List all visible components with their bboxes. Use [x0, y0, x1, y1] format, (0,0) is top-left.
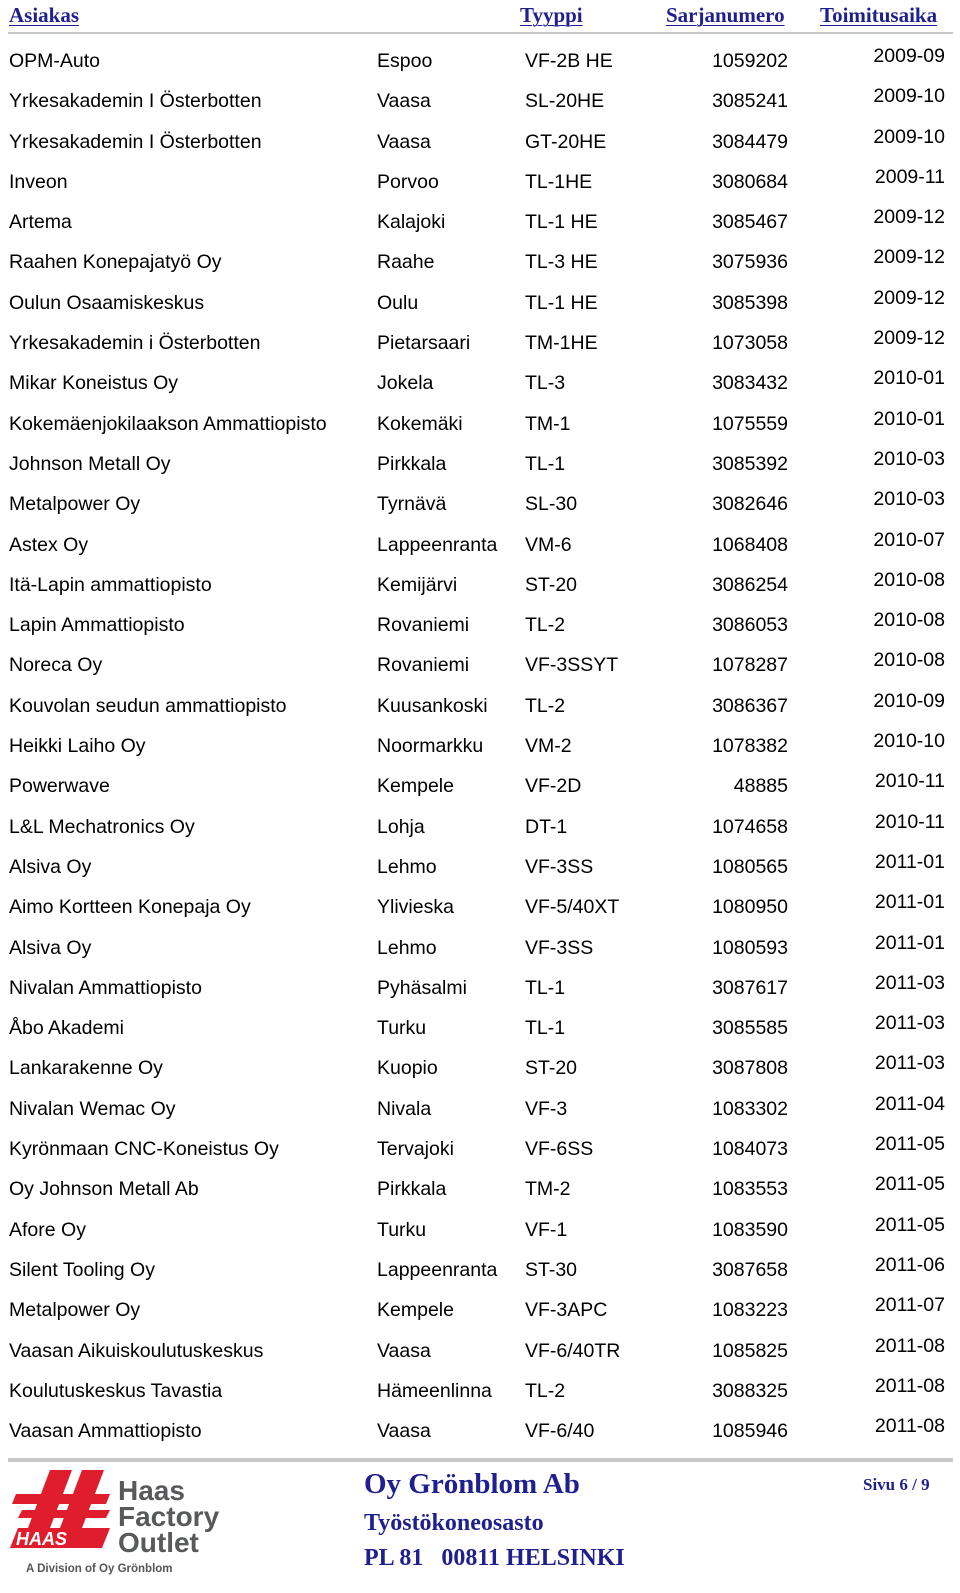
city-cell: Kemijärvi — [377, 573, 458, 596]
serial-number-cell: 48885 — [733, 775, 788, 798]
serial-number-cell: 1078287 — [712, 654, 788, 677]
table-row — [0, 1210, 960, 1250]
serial-number-cell: 3088325 — [712, 1379, 788, 1402]
table-row — [0, 645, 960, 685]
table-row — [0, 1129, 960, 1169]
delivery-date-cell: 2009-12 — [873, 246, 945, 269]
customer-name-cell: Nivalan Ammattiopisto — [9, 976, 202, 999]
delivery-date-cell: 2011-04 — [874, 1092, 945, 1115]
table-row — [0, 726, 960, 766]
customer-name-cell: L&L Mechatronics Oy — [9, 815, 195, 838]
city-cell: Noormarkku — [377, 735, 484, 758]
logo-division-text: A Division of Oy Grönblom — [26, 1563, 173, 1575]
serial-number-cell: 1083553 — [712, 1178, 788, 1201]
city-cell: Lohja — [377, 815, 425, 838]
type-cell: VF-2D — [525, 775, 582, 798]
delivery-date-cell: 2011-01 — [874, 891, 945, 914]
haas-emblem-icon — [10, 1470, 110, 1549]
delivery-date-cell: 2011-01 — [874, 931, 945, 954]
delivery-date-cell: 2011-03 — [874, 1052, 945, 1075]
footer-divider — [8, 1458, 953, 1462]
column-header-delivery: Toimitusaika — [820, 3, 938, 27]
serial-number-cell: 3082646 — [712, 493, 788, 516]
type-cell: VF-2B HE — [525, 50, 613, 72]
delivery-date-cell: 2011-01 — [874, 850, 945, 873]
delivery-date-cell: 2009-10 — [873, 85, 945, 108]
delivery-date-cell: 2009-12 — [873, 286, 945, 309]
table-row — [0, 1371, 960, 1411]
delivery-date-cell: 2010-10 — [873, 730, 945, 753]
customer-name-cell: Alsiva Oy — [9, 855, 92, 878]
customer-name-cell: Vaasan Ammattiopisto — [9, 1420, 202, 1443]
city-cell: Lehmo — [377, 855, 437, 878]
table-row — [0, 686, 960, 726]
logo-line2: Factory — [118, 1501, 220, 1532]
customer-name-cell: Metalpower Oy — [9, 493, 141, 516]
delivery-date-cell: 2010-08 — [873, 609, 945, 632]
city-cell: Pyhäsalmi — [377, 976, 467, 999]
city-cell: Kokemäki — [377, 412, 463, 435]
type-cell: VF-3 — [525, 1097, 568, 1120]
type-cell: TL-2 — [525, 614, 566, 637]
type-cell: TM-1 — [525, 412, 571, 435]
serial-number-cell: 3085585 — [712, 1017, 788, 1040]
city-cell: Ylivieska — [377, 896, 454, 919]
city-cell: Turku — [377, 1017, 427, 1040]
delivery-date-cell: 2010-11 — [874, 810, 945, 833]
type-cell: VF-3SS — [525, 855, 594, 878]
delivery-date-cell: 2010-01 — [873, 367, 945, 390]
logo-line1: Haas — [118, 1475, 185, 1506]
column-header-serial: Sarjanumero — [666, 3, 785, 27]
table-row — [0, 1250, 960, 1290]
delivery-date-cell: 2011-06 — [874, 1253, 945, 1276]
table-row — [0, 887, 960, 927]
city-cell: Kuusankoski — [377, 694, 488, 717]
customer-name-cell: Kokemäenjokilaakson Ammattiopisto — [9, 412, 327, 435]
table-row — [0, 323, 960, 363]
serial-number-cell: 1083223 — [712, 1299, 788, 1322]
customer-name-cell: Lapin Ammattiopisto — [9, 614, 185, 637]
type-cell: SL-30 — [525, 493, 578, 516]
customer-name-cell: Aimo Kortteen Konepaja Oy — [9, 896, 251, 919]
table-row — [0, 1331, 960, 1371]
serial-number-cell: 1083590 — [712, 1218, 788, 1241]
header-divider — [8, 32, 953, 34]
customer-name-cell: Artema — [9, 211, 72, 234]
serial-number-cell: 3085392 — [712, 452, 788, 475]
city-cell: Rovaniemi — [377, 654, 470, 677]
table-row — [0, 968, 960, 1008]
table-row — [0, 404, 960, 444]
type-cell: TL-2 — [525, 694, 566, 717]
type-cell: VF-5/40XT — [525, 896, 620, 919]
delivery-date-cell: 2011-08 — [874, 1415, 945, 1438]
customer-table — [0, 41, 960, 1451]
serial-number-cell: 3084479 — [712, 130, 788, 153]
serial-number-cell: 1085825 — [712, 1339, 788, 1362]
city-cell: Tervajoki — [377, 1138, 454, 1161]
city-cell: Vaasa — [377, 1420, 431, 1443]
customer-name-cell: Alsiva Oy — [9, 936, 92, 959]
delivery-date-cell: 2011-05 — [874, 1213, 945, 1236]
table-row — [0, 766, 960, 806]
serial-number-cell: 3075936 — [712, 251, 788, 274]
type-cell: TL-1HE — [525, 170, 593, 193]
table-row — [0, 1290, 960, 1330]
city-cell: Jokela — [377, 372, 434, 395]
type-cell: GT-20HE — [525, 130, 607, 153]
delivery-date-cell: 2010-07 — [873, 528, 945, 551]
logo-brand: HAAS — [16, 1529, 68, 1549]
serial-number-cell: 3086254 — [712, 573, 788, 596]
city-cell: Pirkkala — [377, 1178, 447, 1201]
logo-line3: Outlet — [118, 1527, 199, 1558]
city-cell: Kalajoki — [377, 211, 446, 234]
city-cell: Vaasa — [377, 90, 431, 113]
city-cell: Rovaniemi — [377, 614, 470, 637]
serial-number-cell: 1083302 — [712, 1097, 788, 1120]
column-header-customer: Asiakas — [9, 3, 80, 27]
type-cell: VF-3SS — [525, 936, 594, 959]
delivery-date-cell: 2010-03 — [873, 488, 945, 511]
type-cell: ST-20 — [525, 1057, 578, 1080]
city-cell: Nivala — [377, 1097, 432, 1120]
customer-name-cell: Koulutuskeskus Tavastia — [9, 1379, 223, 1402]
customer-name-cell: Mikar Koneistus Oy — [9, 372, 179, 395]
customer-name-cell: Powerwave — [9, 775, 110, 798]
table-row — [0, 363, 960, 403]
table-row — [0, 1008, 960, 1048]
serial-number-cell: 3086053 — [712, 614, 788, 637]
serial-number-cell: 1080950 — [712, 896, 788, 919]
type-cell: VF-6SS — [525, 1138, 594, 1161]
serial-number-cell: 1073058 — [712, 332, 788, 355]
delivery-date-cell: 2011-08 — [874, 1374, 945, 1397]
customer-name-cell: Lankarakenne Oy — [9, 1057, 163, 1080]
table-row — [0, 1048, 960, 1088]
delivery-date-cell: 2010-01 — [873, 407, 945, 430]
customer-name-cell: Raahen Konepajatyö Oy — [9, 251, 222, 274]
table-row — [0, 444, 960, 484]
table-row — [0, 807, 960, 847]
delivery-date-cell: 2009-12 — [873, 327, 945, 350]
city-cell: Pirkkala — [377, 452, 447, 475]
customer-name-cell: Itä-Lapin ammattiopisto — [9, 573, 212, 596]
type-cell: TL-1 — [525, 976, 566, 999]
customer-name-cell: Vaasan Aikuiskoulutuskeskus — [9, 1339, 264, 1362]
table-row — [0, 242, 960, 282]
customer-name-cell: Astex Oy — [9, 533, 89, 556]
table-row — [0, 81, 960, 121]
type-cell: TM-1HE — [525, 332, 598, 355]
delivery-date-cell: 2009-09 — [873, 45, 945, 67]
city-cell: Lehmo — [377, 936, 437, 959]
customer-name-cell: Åbo Akademi — [9, 1017, 124, 1040]
type-cell: DT-1 — [525, 815, 568, 838]
customer-name-cell: Yrkesakademin i Österbotten — [9, 332, 261, 355]
serial-number-cell: 1078382 — [712, 735, 788, 758]
type-cell: VM-6 — [525, 533, 572, 556]
customer-name-cell: Oy Johnson Metall Ab — [9, 1178, 199, 1201]
table-row — [0, 605, 960, 645]
type-cell: TL-1 — [525, 1017, 566, 1040]
serial-number-cell: 1059202 — [712, 50, 788, 72]
type-cell: VF-3APC — [525, 1299, 608, 1322]
delivery-date-cell: 2011-05 — [874, 1173, 945, 1196]
customer-name-cell: Noreca Oy — [9, 654, 103, 677]
type-cell: VF-3SSYT — [525, 654, 619, 677]
customer-name-cell: Kouvolan seudun ammattiopisto — [9, 694, 287, 717]
city-cell: Turku — [377, 1218, 427, 1241]
serial-number-cell: 3080684 — [712, 170, 788, 193]
customer-name-cell: Metalpower Oy — [9, 1299, 141, 1322]
company-address: PL 81 00811 HELSINKI — [364, 1545, 625, 1571]
table-row — [0, 202, 960, 242]
serial-number-cell: 3083432 — [712, 372, 788, 395]
type-cell: TL-1 — [525, 452, 566, 475]
type-cell: TL-3 HE — [525, 251, 598, 274]
city-cell: Lappeenranta — [377, 533, 498, 556]
type-cell: ST-30 — [525, 1258, 578, 1281]
serial-number-cell: 1085946 — [712, 1420, 788, 1443]
delivery-date-cell: 2011-08 — [874, 1334, 945, 1357]
type-cell: SL-20HE — [525, 90, 605, 113]
serial-number-cell: 3087617 — [712, 976, 788, 999]
city-cell: Pietarsaari — [377, 332, 471, 355]
delivery-date-cell: 2010-11 — [874, 770, 945, 793]
delivery-date-cell: 2009-11 — [874, 165, 945, 188]
serial-number-cell: 3085241 — [712, 90, 788, 113]
serial-number-cell: 1080593 — [712, 936, 788, 959]
customer-name-cell: Inveon — [9, 170, 68, 193]
table-row — [0, 484, 960, 524]
serial-number-cell: 3086367 — [712, 694, 788, 717]
table-row — [0, 565, 960, 605]
serial-number-cell: 3085398 — [712, 291, 788, 314]
customer-name-cell: Oulun Osaamiskeskus — [9, 291, 205, 314]
city-cell: Oulu — [377, 291, 419, 314]
serial-number-cell: 3085467 — [712, 211, 788, 234]
type-cell: TL-1 HE — [525, 291, 598, 314]
delivery-date-cell: 2009-12 — [873, 206, 945, 229]
table-row — [0, 41, 960, 81]
type-cell: TM-2 — [525, 1178, 571, 1201]
table-row — [0, 162, 960, 202]
type-cell: TL-3 — [525, 372, 566, 395]
company-name: Oy Grönblom Ab — [364, 1468, 580, 1500]
customer-name-cell: Afore Oy — [9, 1218, 86, 1241]
table-row — [0, 847, 960, 887]
delivery-date-cell: 2011-03 — [874, 1012, 945, 1035]
customer-name-cell: Kyrönmaan CNC-Koneistus Oy — [9, 1138, 279, 1161]
customer-name-cell: Nivalan Wemac Oy — [9, 1097, 176, 1120]
delivery-date-cell: 2011-05 — [874, 1133, 945, 1156]
type-cell: TL-1 HE — [525, 211, 598, 234]
city-cell: Espoo — [377, 50, 433, 72]
table-row — [0, 1411, 960, 1451]
delivery-date-cell: 2011-07 — [874, 1294, 945, 1317]
table-row — [0, 1169, 960, 1209]
city-cell: Vaasa — [377, 1339, 431, 1362]
type-cell: VM-2 — [525, 735, 572, 758]
delivery-date-cell: 2009-10 — [873, 125, 945, 148]
table-row — [0, 1089, 960, 1129]
city-cell: Kempele — [377, 775, 454, 798]
page-number: Sivu 6 / 9 — [863, 1475, 930, 1494]
serial-number-cell: 1084073 — [712, 1138, 788, 1161]
delivery-date-cell: 2011-03 — [874, 971, 945, 994]
company-department: Työstökoneosasto — [364, 1510, 544, 1536]
table-row — [0, 525, 960, 565]
customer-name-cell: Silent Tooling Oy — [9, 1258, 155, 1281]
serial-number-cell: 1080565 — [712, 855, 788, 878]
type-cell: TL-2 — [525, 1379, 566, 1402]
serial-number-cell: 3087658 — [712, 1258, 788, 1281]
table-row — [0, 928, 960, 968]
customer-name-cell: Johnson Metall Oy — [9, 452, 171, 475]
table-row — [0, 122, 960, 162]
table-row — [0, 283, 960, 323]
delivery-date-cell: 2010-08 — [873, 649, 945, 672]
type-cell: VF-6/40 — [525, 1420, 595, 1443]
type-cell: VF-1 — [525, 1218, 568, 1241]
city-cell: Hämeenlinna — [377, 1379, 492, 1402]
table-header — [0, 0, 960, 34]
serial-number-cell: 1075559 — [712, 412, 788, 435]
city-cell: Vaasa — [377, 130, 431, 153]
city-cell: Kuopio — [377, 1057, 438, 1080]
city-cell: Raahe — [377, 251, 435, 274]
delivery-date-cell: 2010-08 — [873, 568, 945, 591]
city-cell: Lappeenranta — [377, 1258, 498, 1281]
serial-number-cell: 3087808 — [712, 1057, 788, 1080]
column-header-type: Tyyppi — [520, 3, 583, 27]
delivery-date-cell: 2010-03 — [873, 447, 945, 470]
city-cell: Kempele — [377, 1299, 454, 1322]
city-cell: Tyrnävä — [377, 493, 447, 516]
serial-number-cell: 1068408 — [712, 533, 788, 556]
delivery-date-cell: 2010-09 — [873, 689, 945, 712]
customer-name-cell: Yrkesakademin I Österbotten — [9, 130, 262, 153]
customer-name-cell: Yrkesakademin I Österbotten — [9, 90, 262, 113]
type-cell: VF-6/40TR — [525, 1339, 621, 1362]
customer-name-cell: Heikki Laiho Oy — [9, 735, 146, 758]
customer-name-cell: OPM-Auto — [9, 50, 101, 72]
type-cell: ST-20 — [525, 573, 578, 596]
serial-number-cell: 1074658 — [712, 815, 788, 838]
city-cell: Porvoo — [377, 170, 439, 193]
